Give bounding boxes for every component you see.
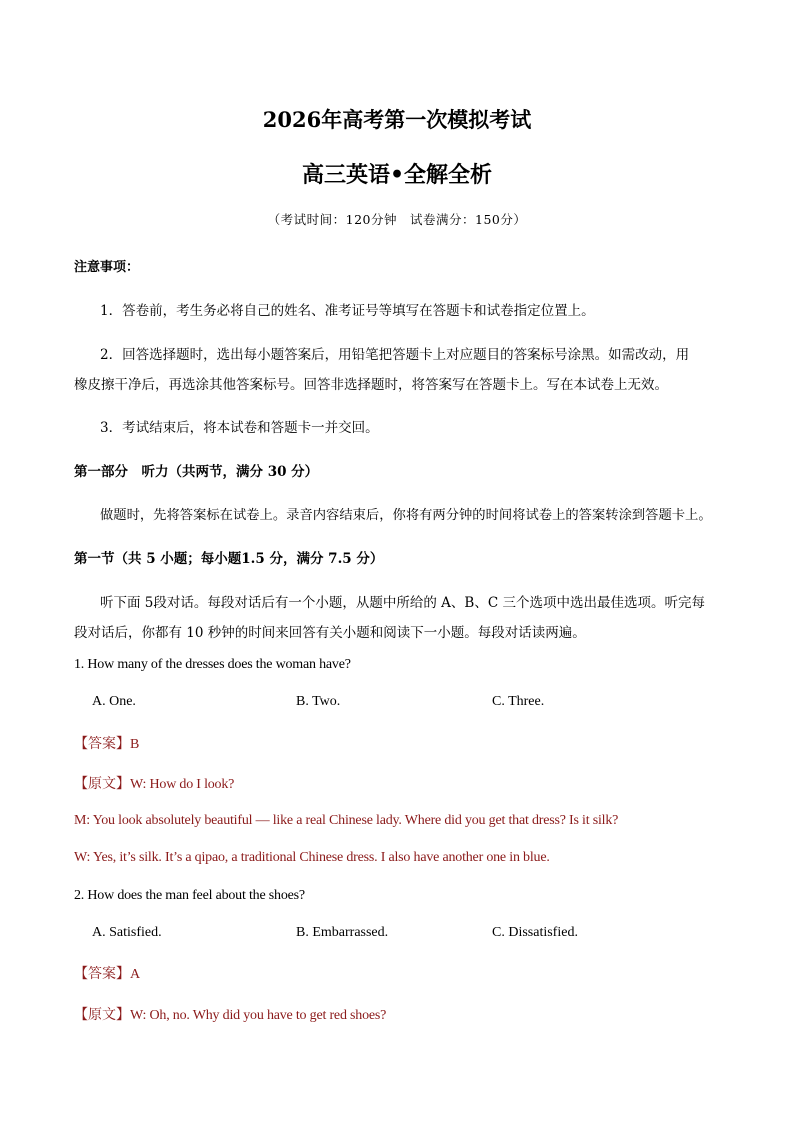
answer-label: 【答案】 xyxy=(74,966,130,982)
notice-item-2-line-1: 2．回答选择题时，选出每小题答案后，用铅笔把答题卡上对应题目的答案标号涂黑。如需改动，用 xyxy=(100,347,690,363)
page-subtitle: 高三英语•全解全析 xyxy=(301,162,493,188)
question-1-option-a: A. One. xyxy=(92,694,136,709)
question-1-option-b: B. Two. xyxy=(296,694,341,709)
question-1-option-c: C. Three. xyxy=(492,694,545,709)
notice-heading: 注意事项： xyxy=(74,260,140,275)
question-1-transcript-line-1 xyxy=(74,773,234,793)
notice-item-2-line-2: 橡皮擦干净后，再选涂其他答案标号。回答非选择题时，将答案写在答题卡上。写在本试卷上无效。 xyxy=(74,377,668,393)
notice-item-3: 3．考试结束后，将本试卷和答题卡一并交回。 xyxy=(100,420,379,436)
section1-instruction-line-1: 听下面 5段对话。每段对话后有一个小题，从题中所给的 A、B、C 三个选项中选出最佳选项。听完每 xyxy=(100,595,705,611)
question-2-answer xyxy=(74,963,140,983)
question-1-answer xyxy=(74,733,139,753)
transcript-label: 【原文】 xyxy=(74,776,130,792)
answer-label: 【答案】 xyxy=(74,736,130,752)
question-1-transcript-line-2: M: You look absolutely beautiful — like a real Chinese lady. Where did you get that dress? Is it silk? xyxy=(74,813,619,828)
transcript-label: 【原文】 xyxy=(74,1007,130,1023)
section1-heading: 第一节（共 5 小题；每小题1.5 分，满分 7.5 分） xyxy=(74,551,384,567)
exam-meta: （考试时间：120分钟 试卷满分：150分） xyxy=(267,212,527,227)
question-2-stem: 2. How does the man feel about the shoes? xyxy=(74,888,305,903)
question-1-stem: 1. How many of the dresses does the woman have? xyxy=(74,657,351,672)
page-title: 2026年高考第一次模拟考试 xyxy=(262,107,532,132)
answer-value: B xyxy=(130,737,140,752)
section1-instruction-line-2: 段对话后，你都有 10 秒钟的时间来回答有关小题和阅读下一小题。每段对话读两遍。 xyxy=(74,625,586,641)
notice-item-1: 1．答卷前，考生务必将自己的姓名、准考证号等填写在答题卡和试卷指定位置上。 xyxy=(100,303,595,319)
question-1-transcript-line-3: W: Yes, it’s silk. It’s a qipao, a traditional Chinese dress. I also have another one in blue. xyxy=(74,850,550,865)
question-2-option-a: A. Satisfied. xyxy=(92,925,162,940)
transcript-text: W: Oh, no. Why did you have to get red shoes? xyxy=(130,1008,387,1023)
part1-instruction: 做题时，先将答案标在试卷上。录音内容结束后，你将有两分钟的时间将试卷上的答案转涂到答题卡上。 xyxy=(100,508,712,523)
answer-value: A xyxy=(130,967,140,982)
question-2-transcript-line-1 xyxy=(74,1004,386,1024)
question-2-option-b: B. Embarrassed. xyxy=(296,925,389,940)
transcript-text: W: How do I look? xyxy=(130,777,235,792)
part1-heading: 第一部分 听力（共两节，满分 30 分） xyxy=(74,464,319,480)
question-2-option-c: C. Dissatisfied. xyxy=(492,925,578,940)
